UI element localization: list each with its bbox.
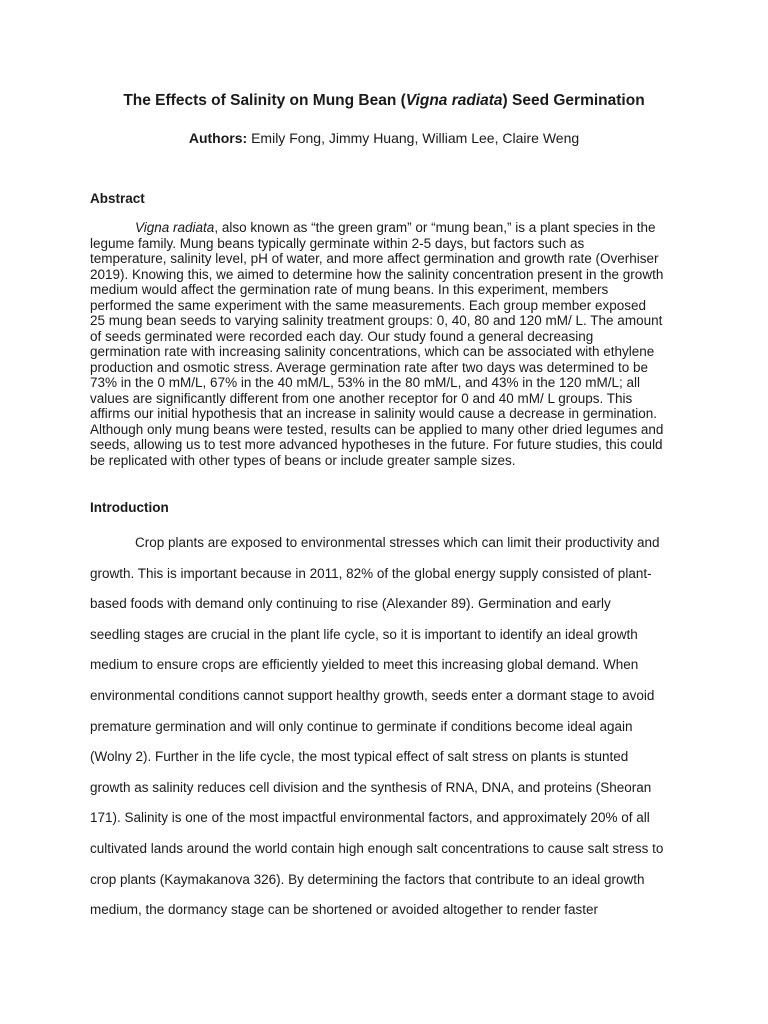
abstract-line: germination rate with increasing salinity concentrations, which can be associated with ethylene xyxy=(90,344,655,359)
paper-title xyxy=(0,90,768,112)
abstract-body xyxy=(90,220,680,468)
abstract-line: of seeds germinated were recorded each day. Our study found a general decreasing xyxy=(90,328,594,344)
abstract-line: affirms our initial hypothesis that an increase in salinity would cause a decrease in germination. xyxy=(90,406,658,421)
introduction-line: premature germination and will only continue to germinate if conditions become ideal again xyxy=(90,718,633,734)
abstract-line: temperature, salinity level, pH of water, and more affect germination and growth rate (Overhiser xyxy=(90,251,659,266)
title-text-before: The Effects of Salinity on Mung Bean ( xyxy=(123,92,406,109)
abstract-line: medium would affect the germination rate of mung beans. In this experiment, members xyxy=(90,282,609,297)
abstract-line: seeds, allowing us to test more advanced hypotheses in the future. For future studies, this could xyxy=(90,437,663,452)
introduction-line: growth as salinity reduces cell division and the synthesis of RNA, DNA, and proteins (Sheoran xyxy=(90,779,652,795)
introduction-body xyxy=(90,528,680,926)
abstract-line: be replicated with other types of beans or include greater sample sizes. xyxy=(90,452,516,468)
title-text-after: ) Seed Germination xyxy=(502,92,645,109)
authors-label: Authors: xyxy=(188,130,248,146)
author-names: Emily Fong, Jimmy Huang, William Lee, Claire Weng xyxy=(247,130,580,146)
author-line xyxy=(0,128,768,148)
introduction-line: (Wolny 2). Further in the life cycle, the most typical effect of salt stress on plants is stunted xyxy=(90,749,629,765)
abstract-line: Vigna radiata, also known as “the green gram” or “mung bean,” is a plant species in the xyxy=(135,220,656,235)
abstract-line: 25 mung bean seeds to varying salinity treatment groups: 0, 40, 80 and 120 mM/ L. The amount xyxy=(90,313,663,328)
abstract-line: legume family. Mung beans typically germinate within 2-5 days, but factors such as xyxy=(90,235,585,251)
introduction-line: medium to ensure crops are efficiently yielded to meet this increasing global demand. When xyxy=(90,657,639,673)
abstract-line: Although only mung beans were tested, results can be applied to many other dried legumes and xyxy=(90,421,664,437)
abstract-species-name: Vigna radiata xyxy=(135,220,215,235)
abstract-line: performed the same experiment with the same measurements. Each group member exposed xyxy=(90,297,647,313)
introduction-line: 171). Salinity is one of the most impactful environmental factors, and approximately 20% of all xyxy=(90,810,650,826)
title-species-name: Vigna radiata xyxy=(405,92,503,109)
introduction-line: cultivated lands around the world contain high enough salt concentrations to cause salt stress to xyxy=(90,840,664,856)
abstract-line: production and osmotic stress. Average germination rate after two days was determined to be xyxy=(90,359,649,375)
introduction-line: crop plants (Kaymakanova 326). By determining the factors that contribute to an ideal growth xyxy=(90,871,645,887)
introduction-line: environmental conditions cannot support healthy growth, seeds enter a dormant stage to avoid xyxy=(90,687,655,703)
abstract-line: 73% in the 0 mM/L, 67% in the 40 mM/L, 53% in the 80 mM/L, and 43% in the 120 mM/L; all xyxy=(90,375,641,390)
abstract-heading: Abstract xyxy=(90,191,145,206)
introduction-line: seedling stages are crucial in the plant life cycle, so it is important to identify an ideal growth xyxy=(90,626,638,642)
introduction-heading: Introduction xyxy=(90,500,169,515)
introduction-line: based foods with demand only continuing to rise (Alexander 89). Germination and early xyxy=(90,596,611,612)
abstract-line: values are significantly different from one another receptor for 0 and 40 mM/ L groups. This xyxy=(90,390,633,406)
introduction-line: medium, the dormancy stage can be shortened or avoided altogether to render faster xyxy=(90,902,599,918)
introduction-line: Crop plants are exposed to environmental stresses which can limit their productivity and xyxy=(135,535,660,550)
abstract-line: 2019). Knowing this, we aimed to determine how the salinity concentration present in the growth xyxy=(90,266,664,282)
introduction-line: growth. This is important because in 2011, 82% of the global energy supply consisted of plant- xyxy=(90,565,652,581)
